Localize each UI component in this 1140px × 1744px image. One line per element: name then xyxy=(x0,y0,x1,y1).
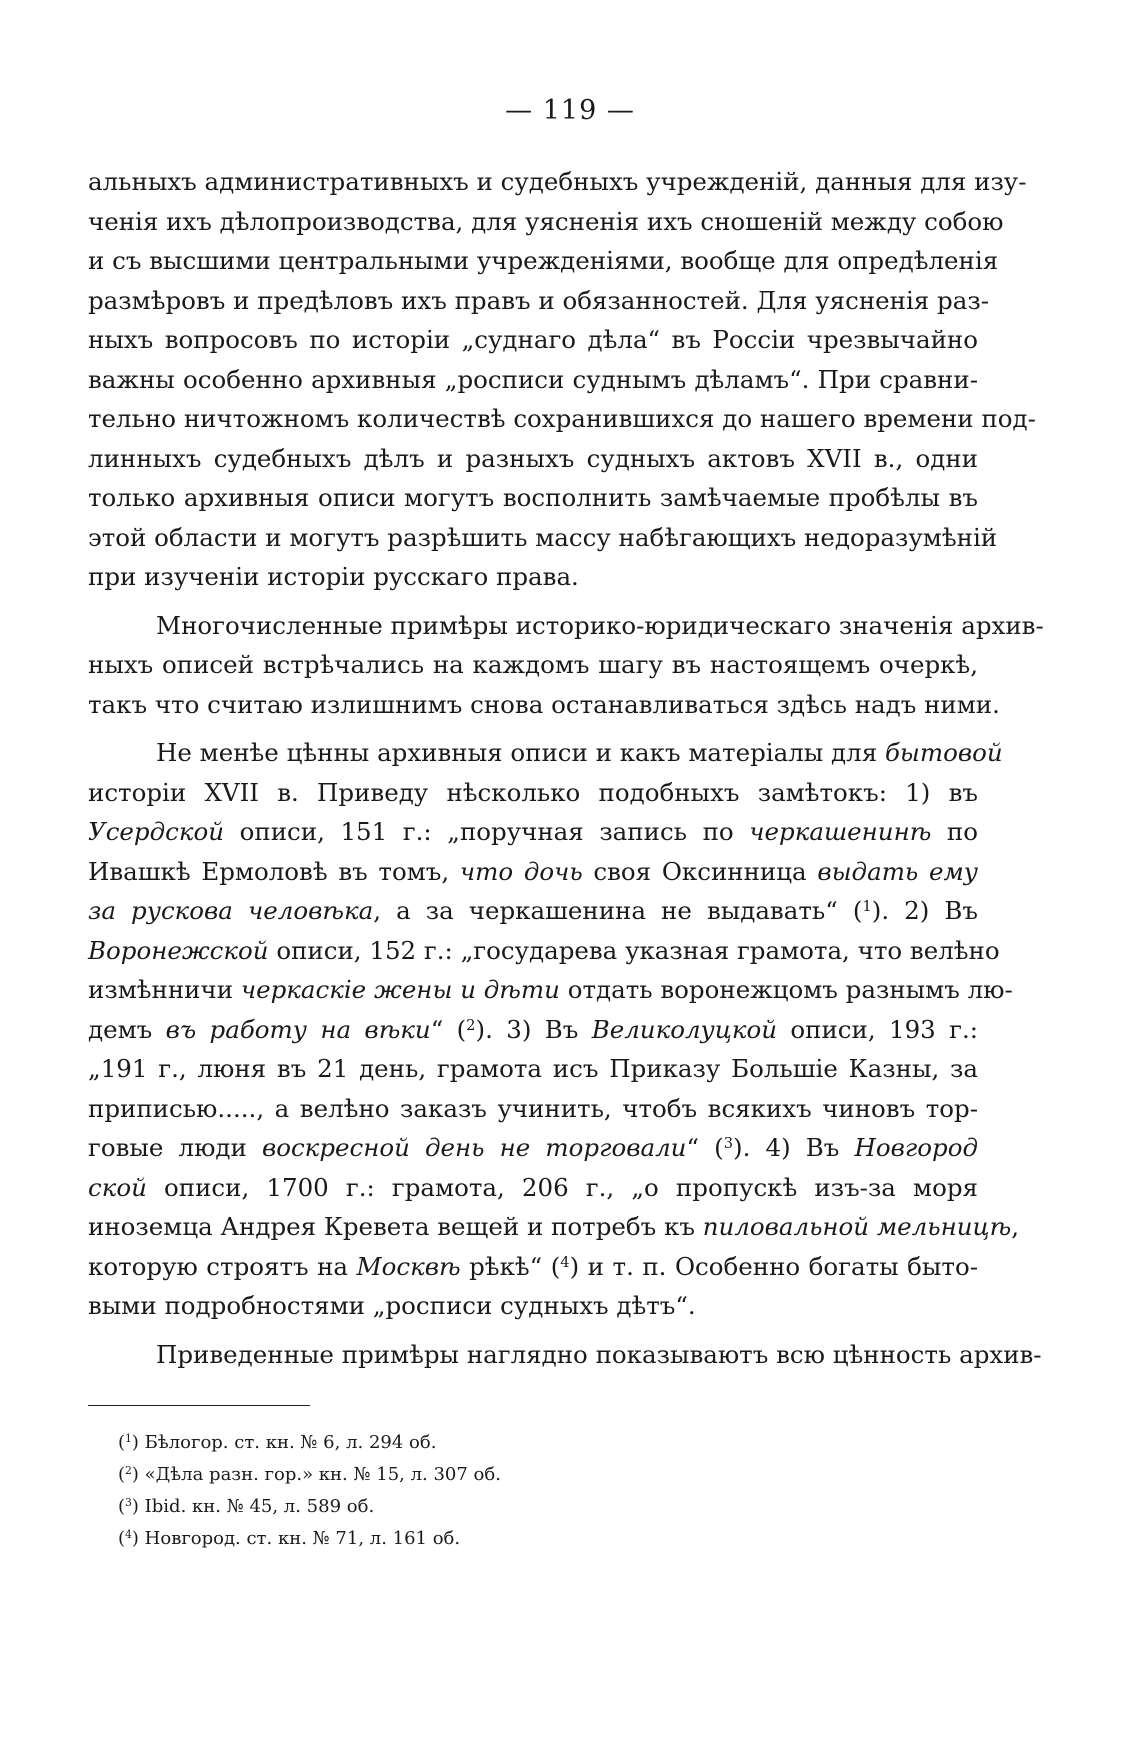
italic-text: Великолуцкой xyxy=(591,1014,778,1044)
footnotes xyxy=(118,1427,718,1555)
paragraph-start-line: Приведенные примѣры наглядно показываютъ всю цѣнность архив- xyxy=(156,1339,1042,1369)
footnote-ref: 2 xyxy=(466,1016,476,1034)
paragraph-start-line: Не менѣе цѣнны архивныя описи и какъ матеріалы для бытовой xyxy=(156,738,1003,767)
italic-text: воскресной день не торговали xyxy=(261,1133,687,1162)
italic-text: за рускова человѣка xyxy=(88,896,374,925)
text-line: выми подробностями „росписи судныхъ дѣтъ“. xyxy=(88,1291,696,1320)
text-line: за рускова человѣка, а за черкашенина не выдавать“ ($^1$). 2) Въ xyxy=(88,896,978,925)
footnote: ($^2$) «Дѣла разн. гор.» кн. № 15, л. 307 об. xyxy=(118,1464,501,1485)
footnote-ref: 1 xyxy=(125,1432,132,1446)
italic-text: Воронежской xyxy=(88,935,269,965)
text-line: такъ что считаю излишнимъ снова останавливаться здѣсь надъ ними. xyxy=(88,689,1000,719)
italic-text: ской xyxy=(88,1172,147,1202)
text-line: ской описи, 1700 г.: грамота, 206 г., „о пропускѣ изъ-за моря xyxy=(88,1172,978,1202)
footnote-ref: 3 xyxy=(125,1496,132,1510)
footnote-ref: 1 xyxy=(862,897,872,915)
text-line: размѣровъ и предѣловъ ихъ правъ и обязанностей. Для уясненія раз- xyxy=(88,285,989,315)
text-line: приписью....., а велѣно заказъ учинить, чтобъ всякихъ чиновъ тор- xyxy=(88,1093,978,1123)
text-line: иноземца Андрея Кревета вещей и потребъ къ пиловальной мельницѣ, xyxy=(88,1212,1020,1241)
italic-text: черкашенинѣ xyxy=(749,817,932,846)
text-line: Воронежской описи, 152 г.: „государева указная грамота, что велѣно xyxy=(88,935,1000,965)
footnote-divider xyxy=(88,1405,310,1406)
text-line: измѣнничи черкаскіе жены и дѣти отдать воронежцомъ разнымъ лю- xyxy=(88,975,1013,1004)
text-line: этой области и могутъ разрѣшить массу набѣгающихъ недоразумѣній xyxy=(88,522,998,552)
italic-text: пиловальной мельницѣ xyxy=(702,1212,1012,1241)
text-line: и съ высшими центральными учрежденіями, вообще для опредѣленія xyxy=(88,246,999,275)
text-line: исторіи XVII в. Приведу нѣсколько подобныхъ замѣтокъ: 1) въ xyxy=(88,777,978,807)
italic-text: бытовой xyxy=(884,738,1003,767)
italic-text: что дочь xyxy=(459,856,583,886)
italic-text: выдать ему xyxy=(817,856,979,886)
text-line: говые люди воскресной день не торговали“ ($^3$). 4) Въ Новгород xyxy=(88,1133,979,1162)
text-line: демъ въ работу на вѣки“ ($^2$). 3) Въ Великолуцкой описи, 193 г.: xyxy=(88,1014,978,1044)
footnote: ($^3$) Ibid. кн. № 45, л. 589 об. xyxy=(118,1496,375,1517)
italic-text: Новгород xyxy=(854,1133,979,1162)
text-line: важны особенно архивныя „росписи суднымъ дѣламъ“. При сравни- xyxy=(88,364,978,394)
text-line: ныхъ вопросовъ по исторіи „суднаго дѣла“ въ Россіи чрезвычайно xyxy=(88,325,978,354)
text-line: ныхъ описей встрѣчались на каждомъ шагу въ настоящемъ очеркѣ, xyxy=(88,650,978,679)
text-line: только архивныя описи могутъ восполнить замѣчаемые пробѣлы въ xyxy=(88,483,978,512)
footnote: ($^1$) Бѣлогор. ст. кн. № 6, л. 294 об. xyxy=(118,1432,437,1453)
text-line: которую строятъ на Москвѣ рѣкѣ“ ($^4$) и т. п. Особенно богаты быто- xyxy=(88,1251,979,1281)
text-line: при изученіи исторіи русскаго права. xyxy=(88,562,579,591)
italic-text: Усердской xyxy=(88,817,225,846)
page-number: — 119 — xyxy=(505,95,635,126)
footnote-ref: 4 xyxy=(125,1528,132,1542)
text-line: тельно ничтожномъ количествѣ сохранившихся до нашего времени под- xyxy=(88,404,1036,433)
italic-text: черкаскіе жены и дѣти xyxy=(240,975,560,1004)
text-line: линныхъ судебныхъ дѣлъ и разныхъ судныхъ актовъ XVII в., одни xyxy=(88,443,978,473)
footnote: ($^4$) Новгород. ст. кн. № 71, л. 161 об. xyxy=(118,1528,461,1549)
text-line: Усердской описи, 151 г.: „поручная запись по черкашенинѣ по xyxy=(88,817,978,846)
text-line: альныхъ административныхъ и судебныхъ учрежденій, данныя для изу- xyxy=(88,167,1027,196)
text-line: Ивашкѣ Ермоловѣ въ томъ, что дочь своя Оксинница выдать ему xyxy=(88,856,979,886)
paragraph-start-line: Многочисленные примѣры историко-юридическаго значенія архив- xyxy=(156,610,1044,640)
footnote-ref: 2 xyxy=(125,1464,132,1478)
text-line: „191 г., люня въ 21 день, грамота исъ Приказу Большіе Казны, за xyxy=(88,1054,978,1083)
footnote-ref: 3 xyxy=(723,1134,734,1152)
body-text xyxy=(88,162,1044,1374)
italic-text: въ работу на вѣки xyxy=(165,1014,431,1044)
italic-text: Москвѣ xyxy=(356,1251,461,1281)
footnote-ref: 4 xyxy=(560,1253,570,1271)
text-line: ченія ихъ дѣлопроизводства, для уясненія ихъ сношеній между собою xyxy=(88,206,1004,236)
